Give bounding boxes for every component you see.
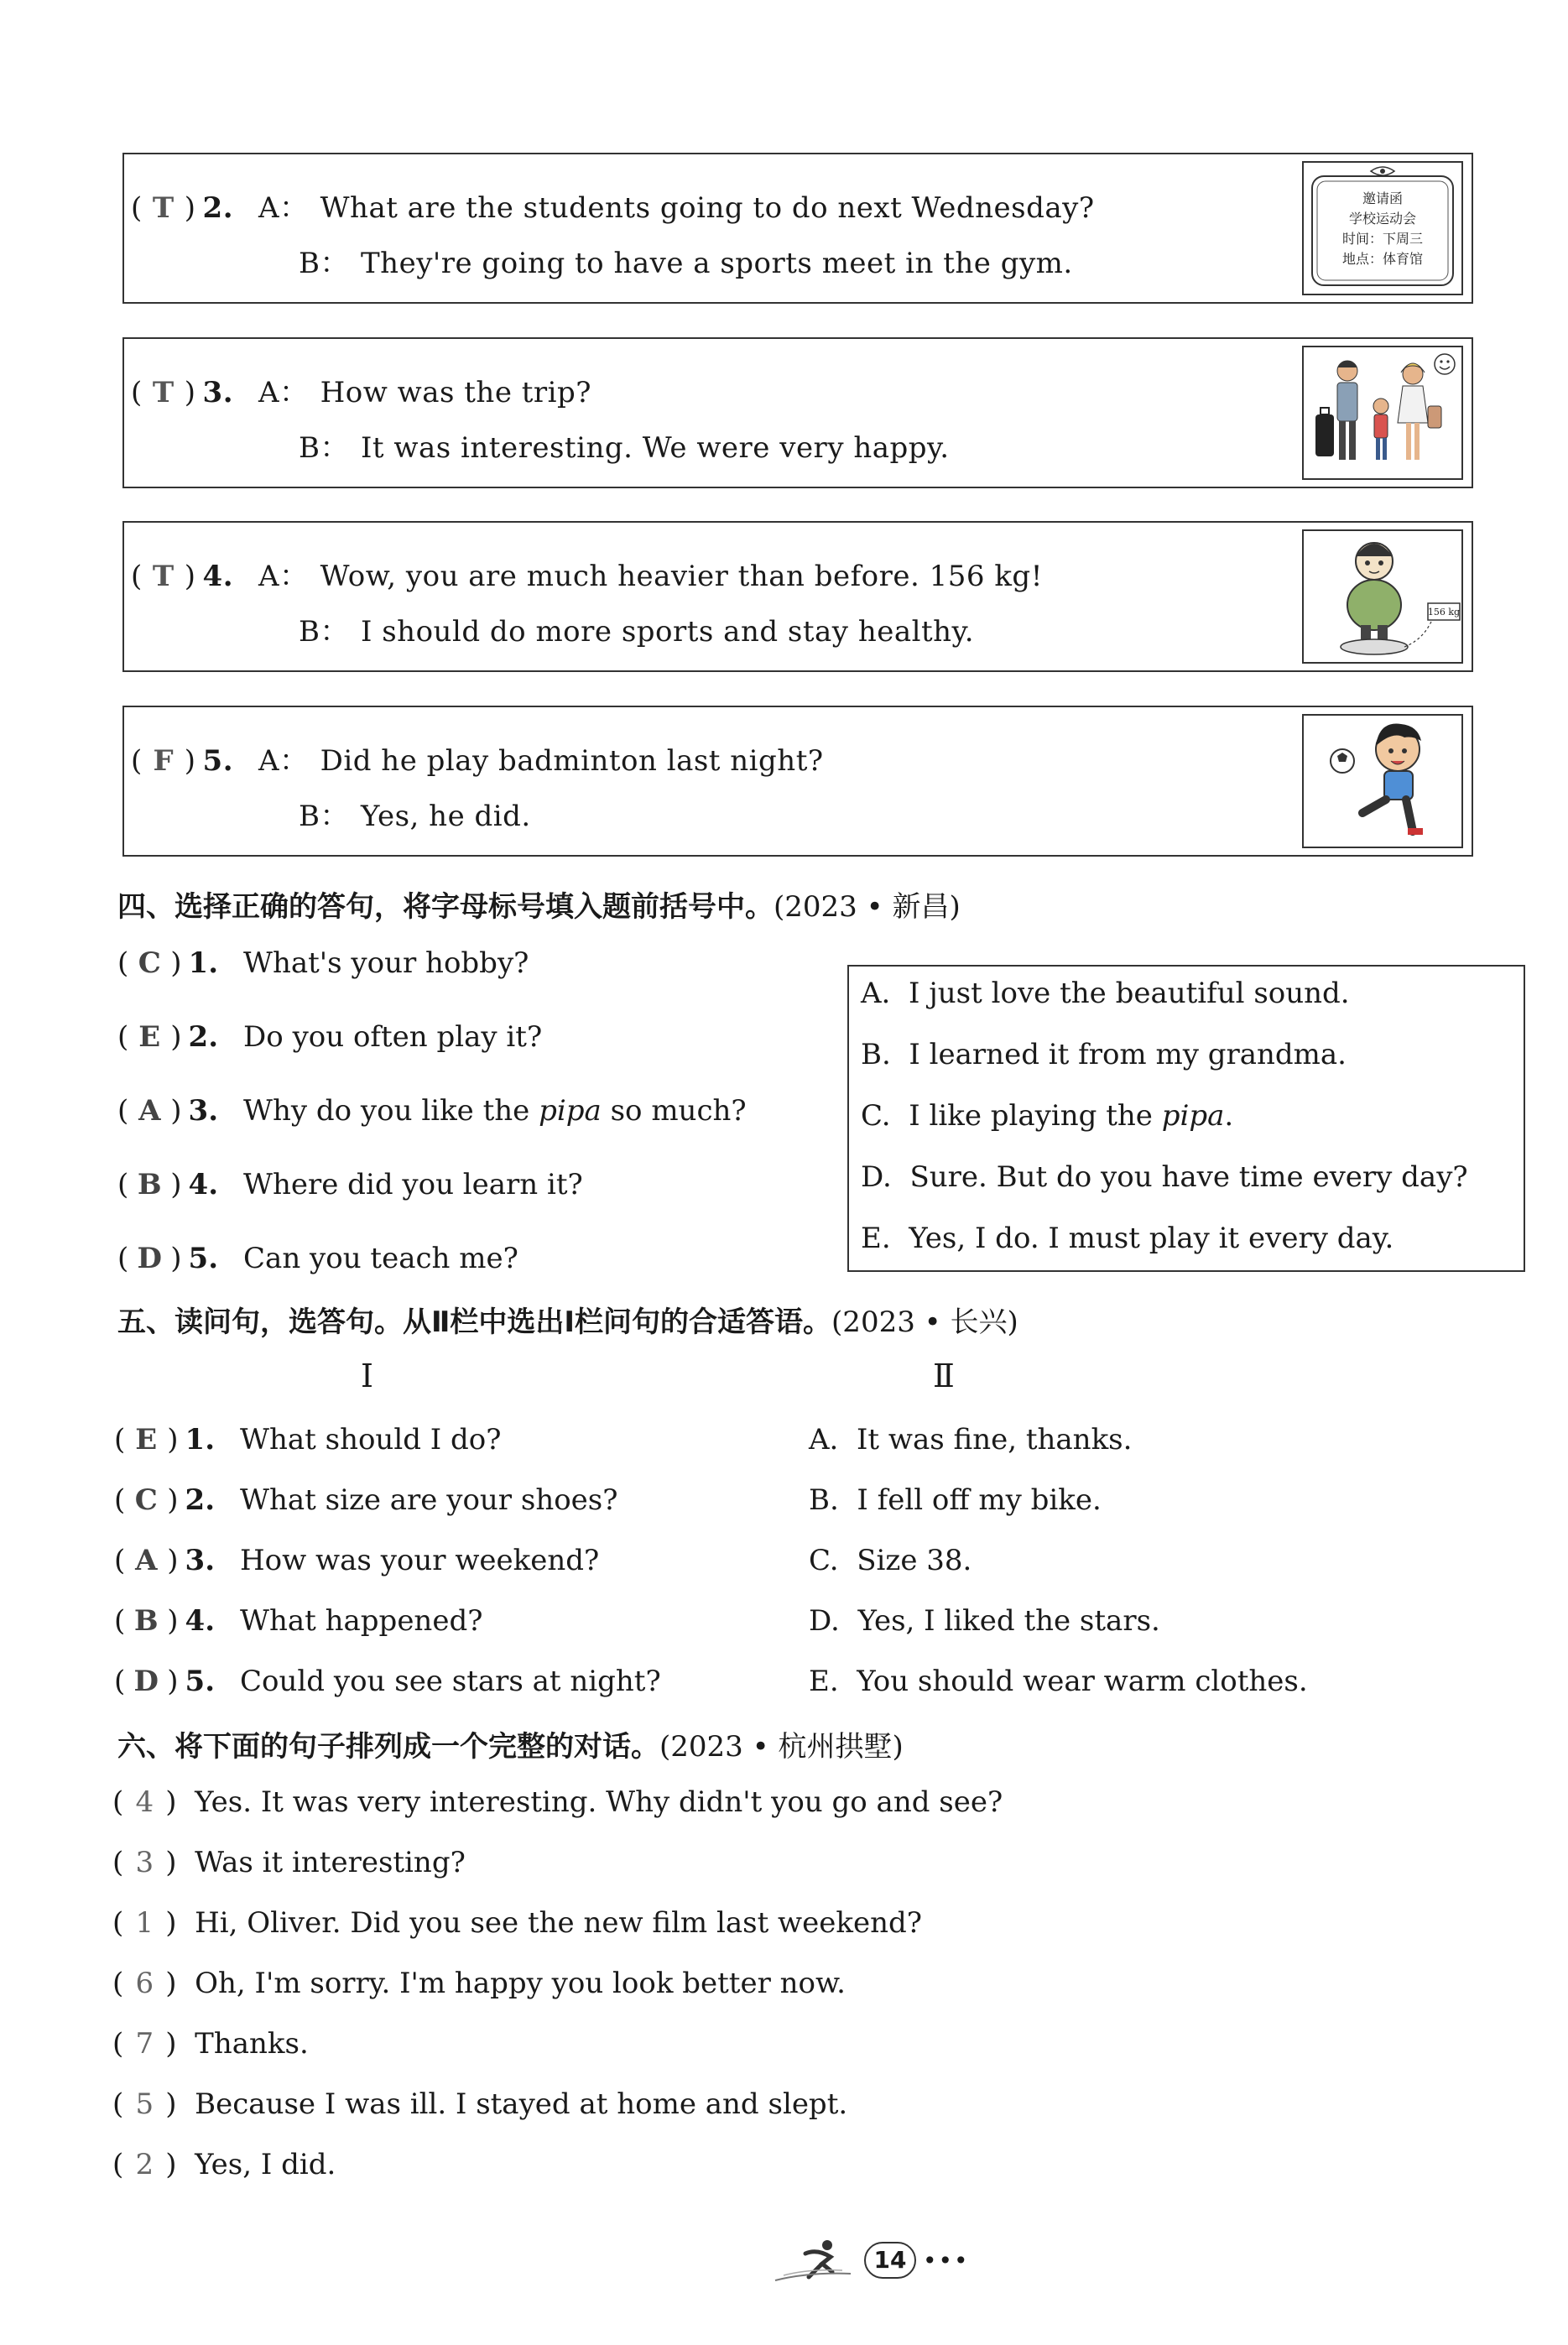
order-slot[interactable]: 6	[135, 1967, 154, 2000]
heavy-boy-scale-icon	[1304, 531, 1461, 662]
p5-question-1: ( E ) 1. What should I do?	[114, 1423, 502, 1457]
order-slot[interactable]: 2	[135, 2148, 154, 2181]
page-footer	[772, 2235, 973, 2294]
scale-picture	[1302, 529, 1463, 664]
tf-question-b: B： It was interesting. We were very happy.	[299, 431, 950, 465]
p4-question-2: ( E ) 2. Do you often play it?	[117, 1020, 543, 1054]
tf-question-a: ( T ) 4. A： Wow, you are much heavier than before. 156 kg!	[131, 560, 1043, 593]
order-slot[interactable]: 5	[135, 2087, 154, 2121]
family-trip-picture	[1302, 346, 1463, 480]
p4-question-5: ( D ) 5. Can you teach me?	[117, 1242, 518, 1275]
tf-question-a: ( T ) 3. A： How was the trip?	[131, 376, 592, 409]
p4-options-box	[847, 965, 1525, 1272]
p4-option-a: A. I just love the beautiful sound.	[861, 977, 1350, 1010]
answer-slot[interactable]: T	[152, 191, 175, 225]
p5-answer-a: A. It was fine, thanks.	[809, 1423, 1133, 1457]
answer-slot[interactable]: F	[153, 744, 175, 778]
football-picture	[1302, 714, 1463, 848]
p6-line: ( 6 ) Oh, I'm sorry. I'm happy you look better now.	[112, 1967, 846, 2000]
p4-option-b: B. I learned it from my grandma.	[861, 1038, 1347, 1071]
answer-slot[interactable]: B	[133, 1604, 159, 1638]
answer-slot[interactable]: A	[135, 1544, 158, 1577]
tf-item-5	[122, 706, 1473, 857]
family-trip-icon	[1304, 347, 1461, 478]
answer-slot[interactable]: T	[152, 560, 175, 593]
section-5-heading: 五、读问句，选答句。从Ⅱ栏中选出Ⅰ栏问句的合适答语。(2023 • 长兴)	[117, 1305, 1018, 1339]
p4-option-e: E. Yes, I do. I must play it every day.	[861, 1222, 1394, 1255]
p4-question-3: ( A ) 3. Why do you like the pipa so much?	[117, 1094, 747, 1128]
answer-slot[interactable]: C	[134, 1483, 158, 1517]
p5-answer-c: C. Size 38.	[809, 1544, 972, 1577]
tf-question-a: ( T ) 2. A： What are the students going to do next Wednesday?	[131, 191, 1095, 225]
p6-line: ( 7 ) Thanks.	[112, 2027, 309, 2061]
invitation-card-icon	[1304, 163, 1461, 294]
p6-line: ( 5 ) Because I was ill. I stayed at home and slept.	[112, 2087, 848, 2121]
svg-text:时间：下周三: 时间：下周三	[1341, 231, 1424, 247]
answer-slot[interactable]: B	[137, 1168, 162, 1201]
tf-question-b: B： They're going to have a sports meet in the gym.	[299, 247, 1073, 280]
svg-text:邀请函: 邀请函	[1362, 190, 1404, 206]
tf-question-b: B： Yes, he did.	[299, 800, 531, 833]
tf-question-b: B： I should do more sports and stay healthy.	[299, 615, 975, 649]
answer-slot[interactable]: D	[137, 1242, 162, 1275]
tf-item-4	[122, 521, 1473, 672]
answer-slot[interactable]: E	[135, 1423, 158, 1457]
answer-slot[interactable]: A	[138, 1094, 161, 1128]
svg-text:156 kg: 156 kg	[1427, 607, 1461, 618]
column-2-label: Ⅱ	[933, 1357, 955, 1394]
column-1-label: Ⅰ	[361, 1357, 374, 1394]
order-slot[interactable]: 4	[135, 1785, 154, 1819]
footer-dots: •••	[923, 2247, 970, 2275]
p4-question-1: ( C ) 1. What's your hobby?	[117, 946, 529, 980]
svg-text:地点：体育馆: 地点：体育馆	[1341, 251, 1424, 267]
order-slot[interactable]: 7	[135, 2027, 154, 2061]
tf-item-2	[122, 153, 1473, 304]
p6-line: ( 3 ) Was it interesting?	[112, 1846, 466, 1879]
section-4-heading: 四、选择正确的答句，将字母标号填入题前括号中。(2023 • 新昌)	[117, 890, 961, 924]
answer-slot[interactable]: E	[138, 1020, 161, 1054]
p4-question-4: ( B ) 4. Where did you learn it?	[117, 1168, 583, 1201]
p6-line: ( 1 ) Hi, Oliver. Did you see the new film last weekend?	[112, 1906, 923, 1940]
p4-option-d: D. Sure. But do you have time every day?	[861, 1160, 1468, 1194]
answer-slot[interactable]: T	[152, 376, 175, 409]
p6-line: ( 2 ) Yes, I did.	[112, 2148, 336, 2181]
p5-question-2: ( C ) 2. What size are your shoes?	[114, 1483, 618, 1517]
page-number: 14	[864, 2242, 916, 2279]
order-slot[interactable]: 3	[135, 1846, 154, 1879]
tf-item-3	[122, 337, 1473, 488]
invitation-picture	[1302, 161, 1463, 295]
p4-option-c: C. I like playing the pipa.	[861, 1099, 1234, 1133]
p5-question-3: ( A ) 3. How was your weekend?	[114, 1544, 600, 1577]
svg-text:学校运动会: 学校运动会	[1348, 211, 1417, 227]
tf-question-a: ( F ) 5. A： Did he play badminton last night?	[131, 744, 824, 778]
p5-answer-b: B. I fell off my bike.	[809, 1483, 1102, 1517]
answer-slot[interactable]: D	[133, 1665, 159, 1698]
p5-answer-d: D. Yes, I liked the stars.	[809, 1604, 1160, 1638]
answer-slot[interactable]: C	[138, 946, 161, 980]
section-6-heading: 六、将下面的句子排列成一个完整的对话。(2023 • 杭州拱墅)	[117, 1730, 904, 1764]
p5-question-5: ( D ) 5. Could you see stars at night?	[114, 1665, 661, 1698]
order-slot[interactable]: 1	[135, 1906, 154, 1940]
runner-logo-icon	[772, 2235, 864, 2285]
boy-kicking-football-icon	[1304, 716, 1461, 847]
p5-answer-e: E. You should wear warm clothes.	[809, 1665, 1308, 1698]
p5-question-4: ( B ) 4. What happened?	[114, 1604, 483, 1638]
p6-line: ( 4 ) Yes. It was very interesting. Why didn't you go and see?	[112, 1785, 1003, 1819]
